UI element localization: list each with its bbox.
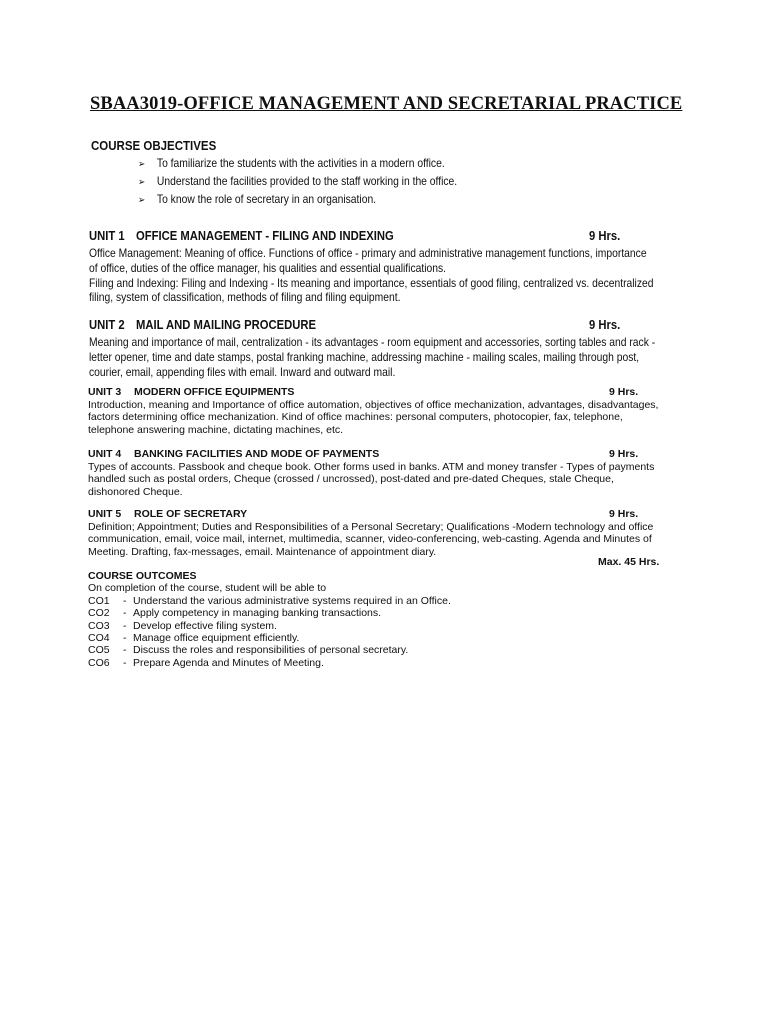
list-item bbox=[138, 173, 457, 191]
outcome-code: CO2 bbox=[88, 607, 110, 620]
outcome-code: CO6 bbox=[88, 656, 110, 669]
outcome-text: Discuss the roles and responsibilities of personal secretary. bbox=[133, 644, 409, 657]
objective-text: Understand the facilities provided to the staff working in the office. bbox=[156, 174, 458, 188]
unit-name: MODERN OFFICE EQUIPMENTS bbox=[134, 386, 295, 398]
objective-text: To know the role of secretary in an organisation. bbox=[156, 192, 377, 206]
list-item bbox=[88, 657, 326, 669]
arrow-bullet-icon: ➢ bbox=[138, 195, 146, 206]
text-line: courier, email, appending files with email. Inward and outward mail. bbox=[89, 364, 396, 379]
list-item bbox=[88, 632, 326, 644]
max-hours: Max. 45 Hrs. bbox=[598, 556, 660, 568]
text-line: Filing and Indexing: Filing and Indexing - Its meaning and importance, essentials of good filing, centralized vs. decentralized bbox=[89, 275, 654, 290]
unit-number: UNIT 3 bbox=[88, 386, 122, 398]
unit-5-section bbox=[88, 508, 684, 558]
text-line: Introduction, meaning and Importance of office automation, objectives of office mechanization, advantages, disadvantages, bbox=[88, 399, 659, 411]
unit-description bbox=[89, 246, 661, 305]
outcome-text: Apply competency in managing banking transactions. bbox=[133, 607, 382, 620]
unit-2-section bbox=[89, 318, 661, 379]
text-line: telephone answering machine, dictating machines, etc. bbox=[88, 423, 344, 436]
list-item bbox=[88, 607, 382, 620]
unit-number: UNIT 2 bbox=[89, 318, 125, 332]
unit-hours: 9 Hrs. bbox=[589, 318, 621, 332]
unit-heading bbox=[88, 448, 684, 461]
arrow-bullet-icon: ➢ bbox=[138, 177, 146, 188]
unit-hours: 9 Hrs. bbox=[609, 448, 639, 460]
unit-4-section bbox=[88, 448, 684, 498]
objective-text: To familiarize the students with the activities in a modern office. bbox=[156, 156, 445, 170]
dash-separator: - bbox=[123, 594, 127, 607]
unit-description bbox=[88, 399, 684, 436]
text-line: handled such as postal orders, Cheque (crossed / uncrossed), post-dated and pre-dated Cheques, stale Cheque, bbox=[88, 473, 614, 486]
unit-3-section bbox=[88, 386, 684, 436]
list-item bbox=[138, 155, 457, 173]
dash-separator: - bbox=[123, 619, 127, 632]
unit-description bbox=[89, 335, 661, 379]
unit-name: OFFICE MANAGEMENT - FILING AND INDEXING bbox=[136, 229, 394, 243]
arrow-bullet-icon: ➢ bbox=[138, 159, 146, 170]
dash-separator: - bbox=[123, 607, 127, 620]
outcome-text: Understand the various administrative systems required in an Office. bbox=[133, 594, 451, 607]
list-item bbox=[88, 594, 451, 607]
unit-name: BANKING FACILITIES AND MODE OF PAYMENTS bbox=[134, 448, 380, 460]
page-title: SBAA3019-OFFICE MANAGEMENT AND SECRETARIAL PRACTICE bbox=[90, 94, 683, 114]
unit-heading bbox=[89, 229, 661, 246]
objectives-heading: COURSE OBJECTIVES bbox=[91, 139, 217, 153]
text-line: dishonored Cheque. bbox=[88, 485, 183, 498]
list-item bbox=[88, 644, 409, 657]
unit-1-section bbox=[89, 229, 661, 305]
outcomes-heading: COURSE OUTCOMES bbox=[88, 570, 197, 582]
text-line: letter opener, time and date stamps, postal franking machine, addressing machine - mailing scales, mailing through post, bbox=[89, 349, 640, 364]
outcome-text: Develop effective filing system. bbox=[133, 619, 277, 632]
text-line: of office, duties of the office manager, his qualities and essential qualifications. bbox=[89, 260, 447, 275]
list-item bbox=[88, 620, 326, 632]
dash-separator: - bbox=[123, 656, 127, 669]
unit-heading bbox=[88, 386, 684, 399]
unit-description bbox=[88, 521, 684, 558]
unit-number: UNIT 5 bbox=[88, 508, 122, 520]
text-line: Office Management: Meaning of office. Functions of office - primary and administrative management functions, importance bbox=[89, 246, 647, 260]
unit-name: ROLE OF SECRETARY bbox=[134, 508, 248, 520]
unit-description bbox=[88, 461, 684, 498]
outcome-code: CO1 bbox=[88, 594, 110, 607]
text-line: Meeting. Drafting, fax-messages, email. Maintenance of appointment diary. bbox=[88, 545, 437, 558]
outcome-text: Manage office equipment efficiently. bbox=[133, 631, 300, 644]
unit-name: MAIL AND MAILING PROCEDURE bbox=[136, 318, 316, 332]
outcome-text: Prepare Agenda and Minutes of Meeting. bbox=[133, 656, 324, 669]
dash-separator: - bbox=[123, 631, 127, 644]
text-line: Types of accounts. Passbook and cheque book. Other forms used in banks. ATM and money transfer - Types of payments bbox=[88, 461, 655, 473]
text-line: communication, email, voice mail, internet, multimedia, scanner, video-conferencing, web-casting. Agenda and Minutes of bbox=[88, 533, 652, 546]
objectives-list bbox=[138, 155, 509, 209]
text-line: filing, system of classification, methods of filing and filing equipment. bbox=[89, 290, 401, 305]
unit-number: UNIT 4 bbox=[88, 448, 122, 460]
unit-heading bbox=[89, 318, 661, 335]
unit-hours: 9 Hrs. bbox=[609, 508, 639, 520]
outcome-code: CO5 bbox=[88, 644, 110, 657]
text-line: factors determining office mechanization. Kind of office machines: personal computers, photocopier, fax, telephone, bbox=[88, 411, 623, 424]
dash-separator: - bbox=[123, 644, 127, 657]
outcome-code: CO3 bbox=[88, 619, 110, 632]
outcomes-section bbox=[88, 570, 451, 669]
unit-number: UNIT 1 bbox=[89, 229, 125, 243]
text-line: Definition; Appointment; Duties and Responsibilities of a Personal Secretary; Qualifications -Modern technology and office bbox=[88, 521, 654, 533]
unit-heading bbox=[88, 508, 684, 521]
unit-hours: 9 Hrs. bbox=[609, 386, 639, 398]
unit-hours: 9 Hrs. bbox=[589, 229, 621, 243]
list-item bbox=[138, 191, 457, 209]
outcomes-intro: On completion of the course, student will be able to bbox=[88, 582, 327, 595]
outcome-code: CO4 bbox=[88, 631, 110, 644]
text-line: Meaning and importance of mail, centralization - its advantages - room equipment and accessories, sorting tables and rack - bbox=[89, 335, 656, 349]
